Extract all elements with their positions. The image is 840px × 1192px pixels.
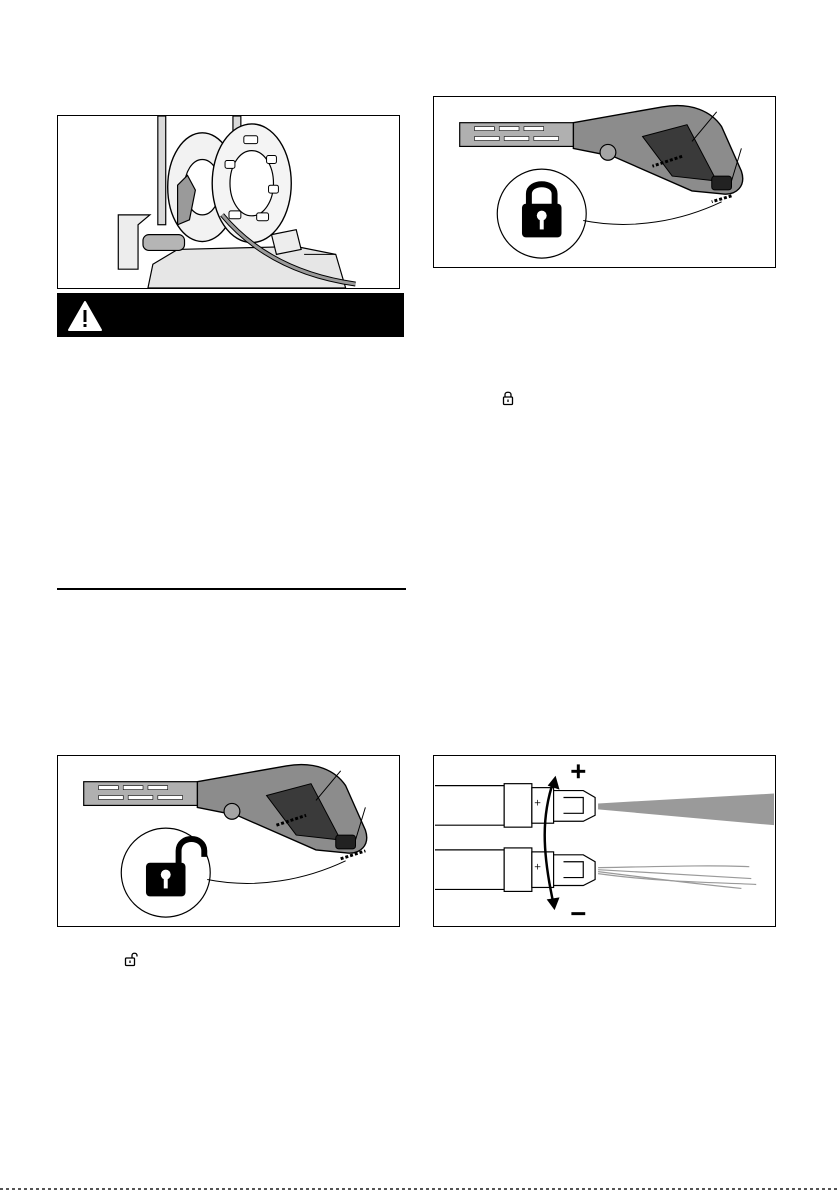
unlock-inline-icon (124, 951, 138, 967)
figure-nozzle-adjust (433, 755, 776, 927)
warning-triangle-icon (67, 300, 103, 332)
spray-gun-unlocked-illustration (58, 756, 399, 926)
hose-reel-illustration (58, 116, 399, 288)
svg-text:+: + (533, 798, 542, 809)
nozzle-adjust-illustration (434, 756, 775, 926)
figure-hose-reel (57, 115, 400, 289)
lock-inline-icon (501, 390, 515, 406)
spray-gun-locked-illustration (434, 97, 775, 267)
warning-banner (57, 293, 404, 337)
figure-gun-unlocked (57, 755, 400, 927)
figure-gun-locked (433, 96, 776, 268)
page-bottom-edge (0, 1188, 840, 1190)
svg-text:+: + (533, 862, 542, 873)
section-divider (57, 588, 406, 590)
